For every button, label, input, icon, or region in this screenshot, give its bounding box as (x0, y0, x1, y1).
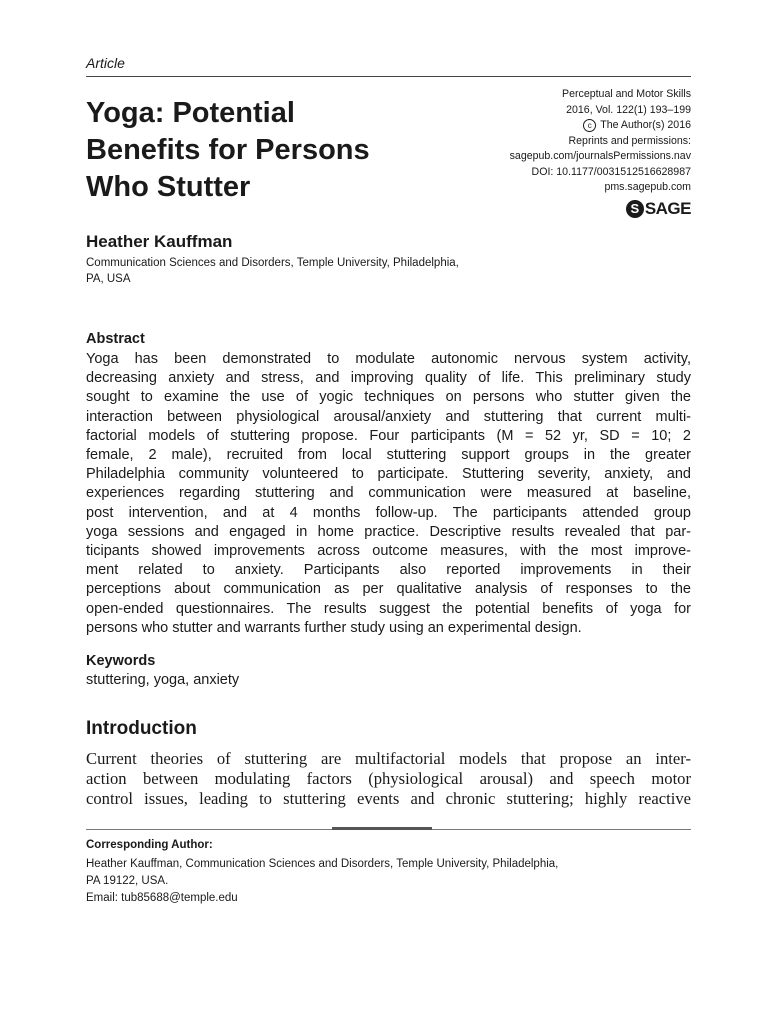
abstract-line: post intervention, and at 4 months follow-up. The participants attended group (86, 504, 691, 521)
abstract-line: Yoga has been demonstrated to modulate autonomic nervous system activity, (86, 351, 691, 367)
reprints-text: Reprints and permissions: (568, 134, 691, 147)
author-name: Heather Kauffman (86, 232, 233, 251)
abstract-line: perceptions about communication as per qualitative analysis of responses to the (86, 581, 691, 598)
journal-site-link[interactable]: pms.sagepub.com (604, 181, 691, 193)
introduction-heading: Introduction (86, 718, 197, 739)
abstract-line: experiences regarding stuttering and communication were measured at baseline, (86, 485, 691, 502)
abstract-line: factorial models of stuttering propose. Four participants (M = 52 yr, SD = 10; 2 (86, 427, 691, 444)
title-line: Who Stutter (86, 171, 251, 203)
introduction-body (86, 749, 691, 809)
article-title (86, 95, 446, 206)
abstract-line: yoga sessions and engaged in home practice. Descriptive results revealed that par- (86, 523, 691, 540)
doi-text[interactable]: DOI: 10.1177/0031512516628987 (531, 165, 691, 178)
abstract-heading: Abstract (86, 331, 145, 347)
corresponding-author-details (86, 856, 646, 907)
abstract-line: Philadelphia community volunteered to participate. Stuttering severity, anxiety, and (86, 466, 691, 483)
author-affiliation (86, 256, 516, 287)
copyright-icon: c (583, 119, 596, 132)
article-type-label: Article (86, 55, 125, 71)
abstract-line: ment related to anxiety. Participants also reported improvements in their (86, 562, 691, 579)
title-line: Yoga: Potential (86, 97, 295, 129)
abstract-line: decreasing anxiety and stress, and improving quality of life. This preliminary study (86, 370, 691, 387)
journal-name: Perceptual and Motor Skills (562, 88, 691, 100)
abstract-line: persons who stutter and warrants further study using an experimental design. (86, 619, 582, 636)
sage-logo-icon: S (626, 200, 644, 218)
abstract-line: ticipants showed improvements across outcome measures, with the most improve- (86, 543, 691, 560)
affiliation-line: PA, USA (86, 272, 131, 285)
keywords-list: stuttering, yoga, anxiety (86, 672, 240, 688)
title-line: Benefits for Persons (86, 134, 370, 166)
introduction-line: action between modulating factors (physiological arousal) and speech motor (86, 769, 691, 788)
footnote-rule-mark (332, 827, 432, 830)
introduction-line: Current theories of stuttering are multifactorial models that propose an inter- (86, 749, 691, 768)
sage-logo-text: SAGE (644, 198, 691, 218)
corresponding-email[interactable]: Email: tub85688@temple.edu (86, 892, 238, 904)
abstract-line: interaction between physiological arousal/anxiety and stuttering that current multi- (86, 408, 691, 425)
sage-logo (451, 200, 691, 218)
corresponding-line: PA 19122, USA. (86, 875, 169, 887)
abstract-line: open-ended questionnaires. The results suggest the potential benefits of yoga for (86, 600, 691, 617)
abstract-line: sought to examine the use of yogic techniques on persons who stutter given the (86, 389, 691, 406)
journal-info (451, 87, 691, 218)
journal-volume: 2016, Vol. 122(1) 193–199 (566, 103, 691, 116)
corresponding-line: Heather Kauffman, Communication Sciences and Disorders, Temple University, Philadelphia, (86, 858, 559, 870)
header-rule (86, 76, 691, 77)
copyright-text: The Author(s) 2016 (600, 119, 691, 131)
affiliation-line: Communication Sciences and Disorders, Temple University, Philadelphia, (86, 257, 459, 269)
abstract-line: female, 2 male), recruited from local stuttering support groups in the greater (86, 447, 691, 464)
corresponding-author-heading: Corresponding Author: (86, 839, 213, 851)
abstract-body (86, 350, 691, 638)
introduction-line: control issues, leading to stuttering events and chronic stuttering; highly reactive (86, 789, 691, 808)
keywords-heading: Keywords (86, 653, 156, 669)
copyright-line (451, 118, 691, 134)
permissions-link[interactable]: sagepub.com/journalsPermissions.nav (509, 150, 691, 162)
